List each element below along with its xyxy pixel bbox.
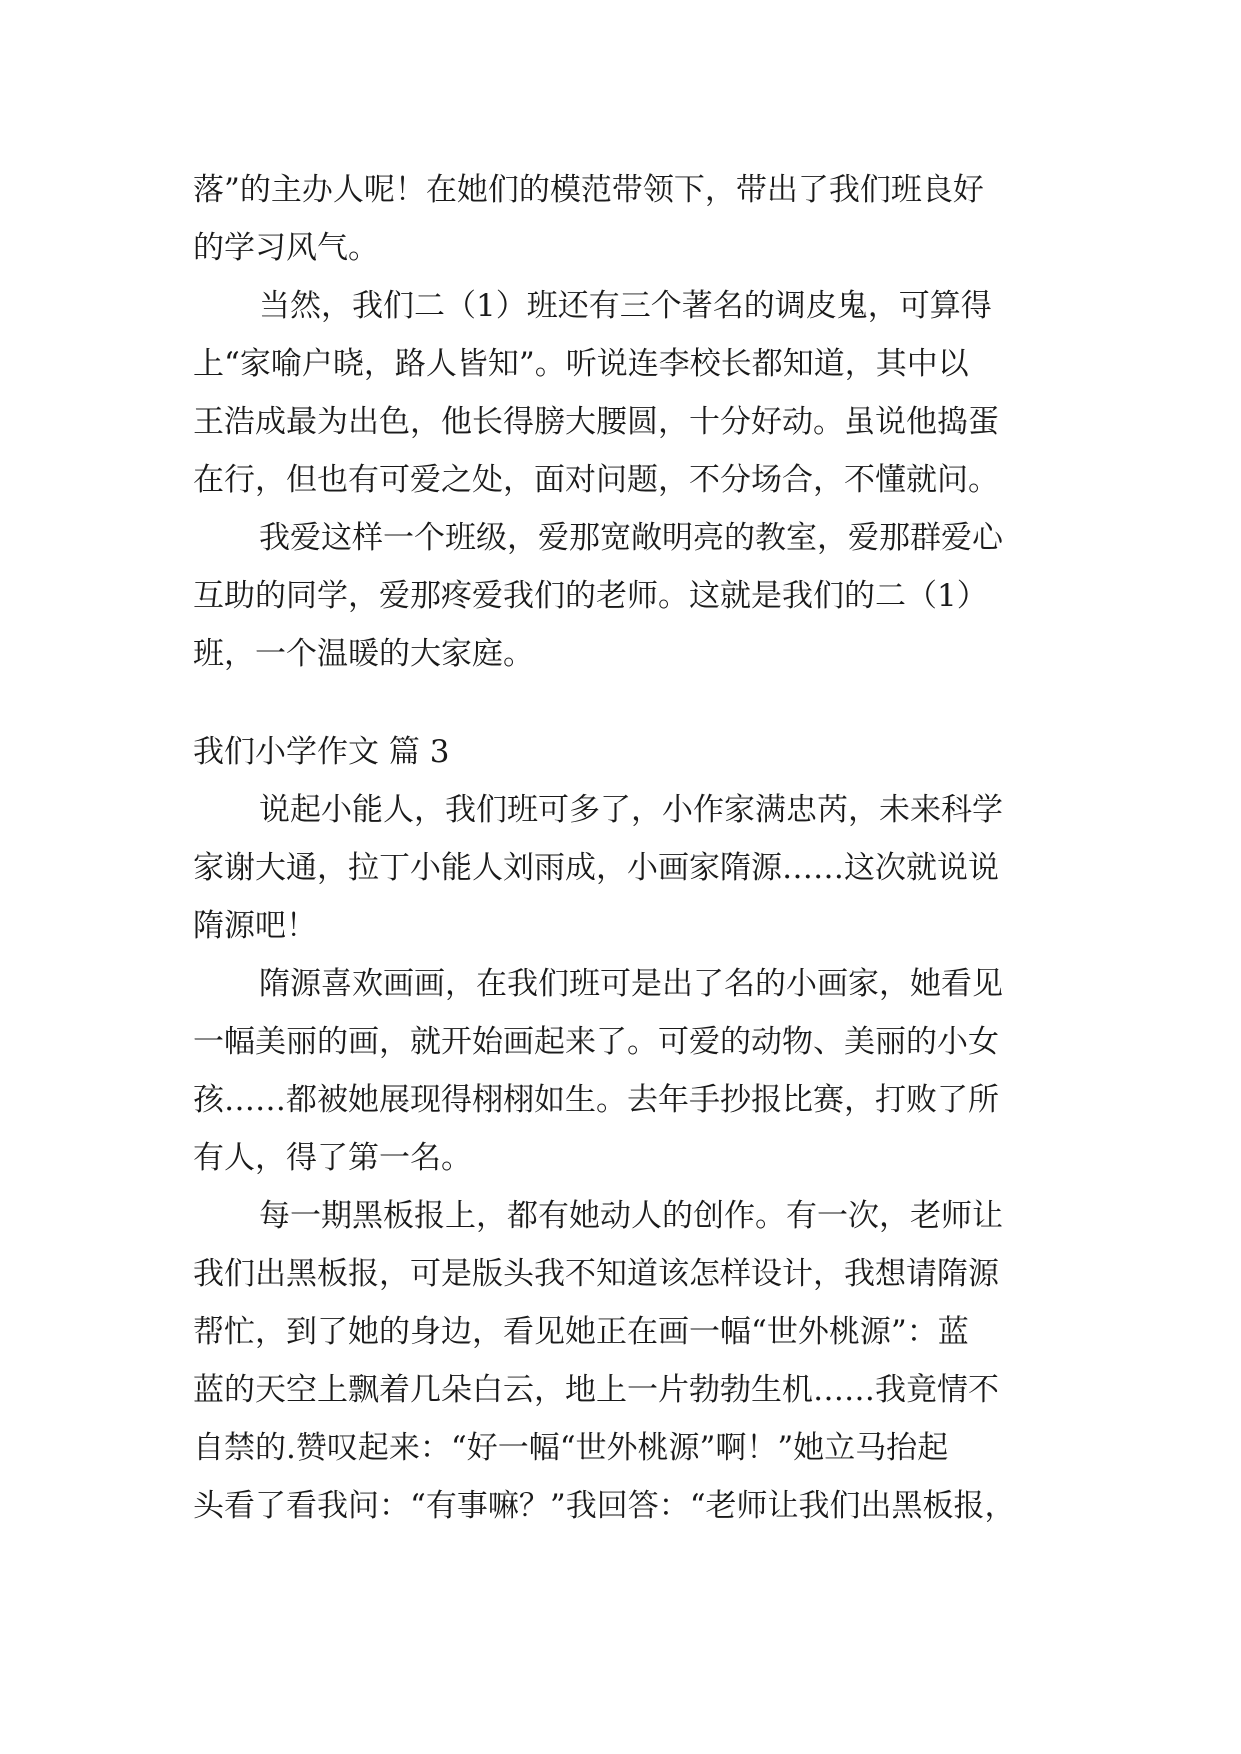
text-line: 隋源喜欢画画，在我们班可是出了名的小画家，她看见 bbox=[259, 966, 1003, 1002]
paragraph-naughty-kids bbox=[193, 277, 1073, 509]
text-line: 孩……都被她展现得栩栩如生。去年手抄报比赛，打败了所 bbox=[193, 1082, 999, 1118]
document-body bbox=[193, 161, 1073, 1535]
text-line: 我们出黑板报，可是版头我不知道该怎样设计，我想请隋源 bbox=[193, 1256, 999, 1292]
text-line: 当然，我们二（1）班还有三个著名的调皮鬼，可算得 bbox=[259, 288, 992, 324]
text-line: 蓝的天空上飘着几朵白云，地上一片勃勃生机……我竟情不 bbox=[193, 1372, 999, 1408]
paragraph-talented-kids bbox=[193, 781, 1073, 955]
section-spacer bbox=[193, 683, 1073, 723]
paragraph-painting bbox=[193, 955, 1073, 1187]
text-line: 自禁的.赞叹起来：“好一幅“世外桃源”啊！”她立马抬起 bbox=[193, 1430, 949, 1466]
section-title: 我们小学作文 篇 3 bbox=[193, 734, 450, 770]
paragraph-love-class bbox=[193, 509, 1073, 683]
text-line: 每一期黑板报上，都有她动人的创作。有一次，老师让 bbox=[259, 1198, 1003, 1234]
paragraph-blackboard bbox=[193, 1187, 1073, 1535]
text-line: 帮忙，到了她的身边，看见她正在画一幅“世外桃源”：蓝 bbox=[193, 1314, 969, 1350]
text-line: 班，一个温暖的大家庭。 bbox=[193, 636, 534, 672]
continuation-paragraph bbox=[193, 161, 1073, 277]
text-line: 上“家喻户晓，路人皆知”。听说连李校长都知道，其中以 bbox=[193, 346, 969, 382]
text-line: 的学习风气。 bbox=[193, 230, 379, 266]
text-line: 说起小能人，我们班可多了，小作家满忠芮，未来科学 bbox=[259, 792, 1003, 828]
text-line: 头看了看我问：“有事嘛？”我回答：“老师让我们出黑板报， bbox=[193, 1488, 1016, 1524]
text-line: 有人，得了第一名。 bbox=[193, 1140, 472, 1176]
text-line: 隋源吧！ bbox=[193, 908, 317, 944]
text-line: 家谢大通，拉丁小能人刘雨成，小画家隋源……这次就说说 bbox=[193, 850, 999, 886]
text-line: 落”的主办人呢！在她们的模范带领下，带出了我们班良好 bbox=[193, 172, 984, 208]
text-line: 我爱这样一个班级，爱那宽敞明亮的教室，爱那群爱心 bbox=[259, 520, 1003, 556]
text-line: 一幅美丽的画，就开始画起来了。可爱的动物、美丽的小女 bbox=[193, 1024, 999, 1060]
text-line: 互助的同学，爱那疼爱我们的老师。这就是我们的二（1） bbox=[193, 578, 988, 614]
text-line: 王浩成最为出色，他长得膀大腰圆，十分好动。虽说他捣蛋 bbox=[193, 404, 999, 440]
text-line: 在行，但也有可爱之处，面对问题，不分场合，不懂就问。 bbox=[193, 462, 999, 498]
